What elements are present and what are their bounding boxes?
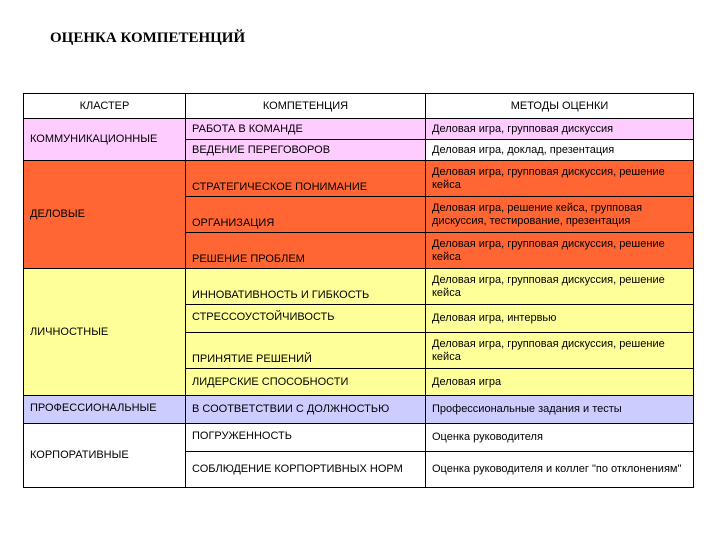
method-cell: Деловая игра, групповая дискуссия [426, 119, 694, 140]
competence-cell: ОРГАНИЗАЦИЯ [186, 197, 426, 233]
method-cell: Деловая игра [426, 369, 694, 396]
competence-cell: ЛИДЕРСКИЕ СПОСОБНОСТИ [186, 369, 426, 396]
page-title: ОЦЕНКА КОМПЕТЕНЦИЙ [50, 30, 246, 46]
competence-cell: СТРАТЕГИЧЕСКОЕ ПОНИМАНИЕ [186, 161, 426, 197]
cluster-business: ДЕЛОВЫЕ [24, 161, 186, 269]
competence-cell: РЕШЕНИЕ ПРОБЛЕМ [186, 233, 426, 269]
method-cell: Деловая игра, групповая дискуссия, решение кейса [426, 269, 694, 305]
competence-cell: В СООТВЕТСТВИИ С ДОЛЖНОСТЬЮ [186, 396, 426, 424]
header-cluster: КЛАСТЕР [24, 94, 186, 119]
competence-cell: ИННОВАТИВНОСТЬ И ГИБКОСТЬ [186, 269, 426, 305]
competence-cell: СТРЕССОУСТОЙЧИВОСТЬ [186, 305, 426, 333]
table-row [24, 396, 694, 424]
table-header-row [24, 94, 694, 119]
table-row [24, 424, 694, 452]
header-competence: КОМПЕТЕНЦИЯ [186, 94, 426, 119]
method-cell: Деловая игра, решение кейса, групповая дискуссия, тестирование, презентация [426, 197, 694, 233]
table-row [24, 119, 694, 140]
method-cell: Деловая игра, групповая дискуссия, решение кейса [426, 233, 694, 269]
competence-cell: СОБЛЮДЕНИЕ КОРПОРТИВНЫХ НОРМ [186, 452, 426, 488]
method-cell: Деловая игра, интервью [426, 305, 694, 333]
header-methods: МЕТОДЫ ОЦЕНКИ [426, 94, 694, 119]
competence-cell: РАБОТА В КОМАНДЕ [186, 119, 426, 140]
method-cell: Деловая игра, доклад, презентация [426, 140, 694, 161]
competence-cell: ПРИНЯТИЕ РЕШЕНИЙ [186, 333, 426, 369]
cluster-communication: КОММУНИКАЦИОННЫЕ [24, 119, 186, 161]
competence-cell: ПОГРУЖЕННОСТЬ [186, 424, 426, 452]
method-cell: Оценка руководителя [426, 424, 694, 452]
method-cell: Оценка руководителя и коллег "по отклонениям" [426, 452, 694, 488]
cluster-corporate: КОРПОРАТИВНЫЕ [24, 424, 186, 488]
method-cell: Деловая игра, групповая дискуссия, решение кейса [426, 161, 694, 197]
table-row [24, 269, 694, 305]
competence-cell: ВЕДЕНИЕ ПЕРЕГОВОРОВ [186, 140, 426, 161]
table-row [24, 161, 694, 197]
cluster-professional: ПРОФЕССИОНАЛЬНЫЕ [24, 396, 186, 424]
method-cell: Профессиональные задания и тесты [426, 396, 694, 424]
competence-table [23, 93, 694, 488]
method-cell: Деловая игра, групповая дискуссия, решение кейса [426, 333, 694, 369]
cluster-personal: ЛИЧНОСТНЫЕ [24, 269, 186, 396]
